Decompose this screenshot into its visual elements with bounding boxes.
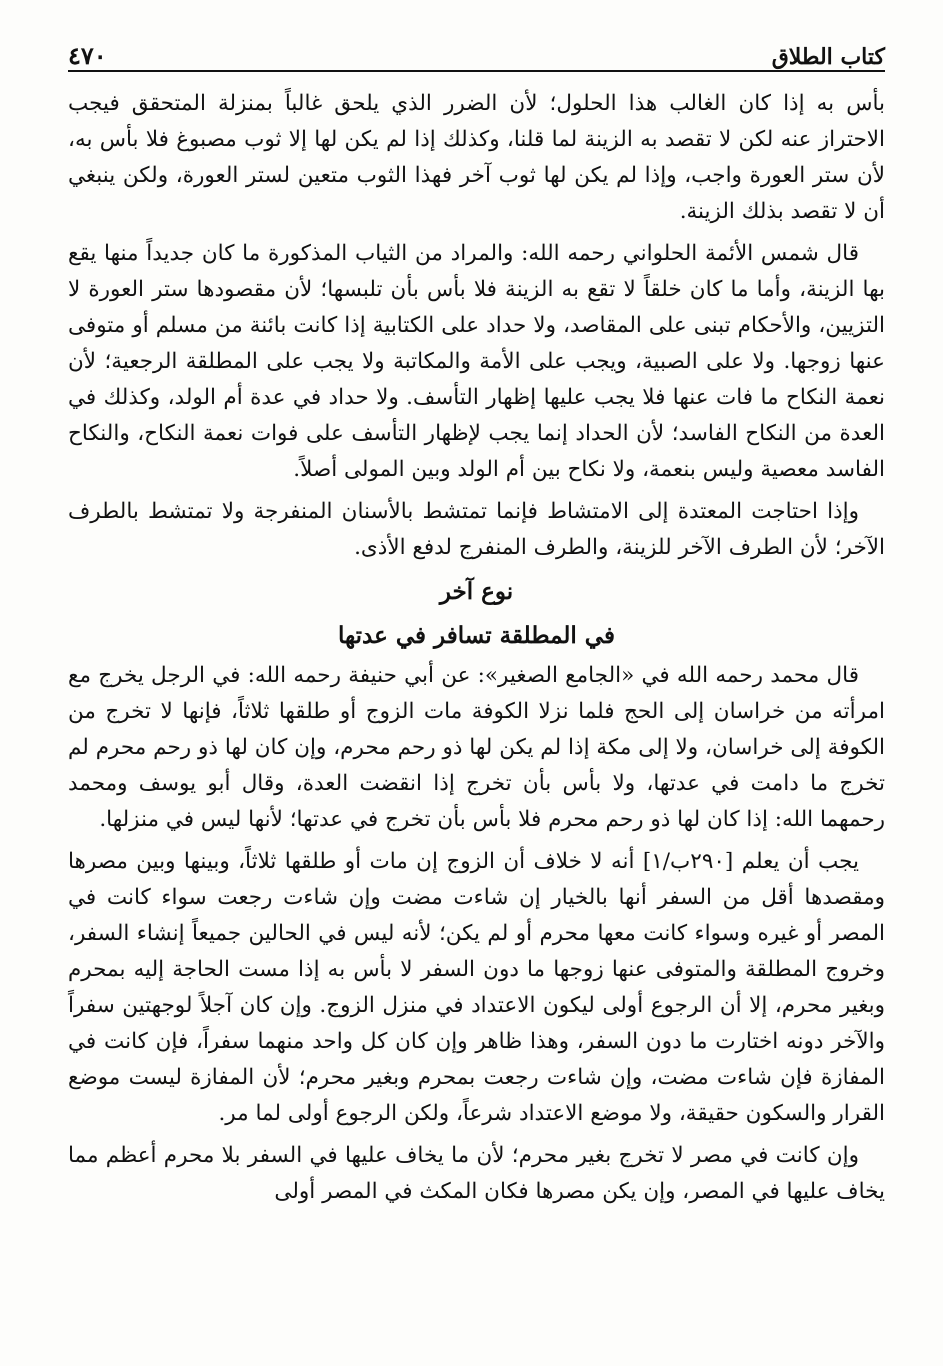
section-subtitle: في المطلقة تسافر في عدتها xyxy=(338,622,615,649)
page-header xyxy=(68,22,885,72)
paragraph: يجب أن يعلم [٢٩٠ب/١] أنه لا خلاف أن الزوج إن مات أو طلقها ثلاثاً، وبينها وبين مصرها ومقصدها أقل من السفر أنها بالخيار إن شاءت مضت وإن شاءت رجعت سواء كانت في المصر أو غيره وسواء كانت معها محرم أو لم يكن؛ لأنه ليس في الحالين جميعاً إنشاء السفر، وخروج المطلقة والمتوفى عنها زوجها ما دون السفر لا بأس به إذا مست الحاجة إليه بمحرم وبغير محرم، إلا أن الرجوع أولى ليكون الاعتداد في منزل الزوج. وإن كان آجلاً لوجهتين سفراً والآخر دونه اختارت ما دون السفر، وهذا ظاهر وإن كان كل واحد منهما سفراً، فإن كانت في المفازة فإن شاءت مضت، وإن شاءت رجعت بمحرم وبغير محرم؛ لأن المفازة ليست موضع القرار والسكون حقيقة، ولا موضع الاعتداد شرعاً، ولكن الرجوع أولى لما مر. xyxy=(68,849,885,1126)
running-title: كتاب الطلاق xyxy=(771,44,885,70)
paragraph: وإذا احتاجت المعتدة إلى الامتشاط فإنما تمتشط بالأسنان المنفرجة ولا تمتشط بالطرف الآخر؛ لأن الطرف الآخر للزينة، والطرف المنفرج لدفع الأذى. xyxy=(68,499,885,560)
section-title: نوع آخر xyxy=(439,578,514,605)
paragraph: قال محمد رحمه الله في «الجامع الصغير»: عن أبي حنيفة رحمه الله: في الرجل يخرج مع امرأته من خراسان إلى الحج فلما نزلا الكوفة مات الزوج أو طلقها ثلاثاً، فإنها لا تخرج من الكوفة إلى خراسان، ولا إلى مكة إذا لم يكن لها ذو رحم محرم، وإن كان لها ذو رحم محرم لم تخرج ما دامت في عدتها، ولا بأس بأن تخرج إذا انقضت العدة، وقال أبو يوسف ومحمد رحمهما الله: إذا كان لها ذو رحم محرم فلا بأس بأن تخرج في عدتها؛ لأنها ليس في منزلها. xyxy=(68,663,885,832)
paragraph: قال شمس الأئمة الحلواني رحمه الله: والمراد من الثياب المذكورة ما كان جديداً منها يقع بها الزينة، وأما ما كان خلقاً لا تقع به الزينة فلا بأس بأن تلبسها؛ لأن مقصودها ستر العورة لا التزيين، والأحكام تبنى على المقاصد، ولا حداد على الكتابية إذا كانت بائنة من مسلم أو متوفى عنها زوجها. ولا على الصبية، ويجب على الأمة والمكاتبة ولا يجب على المطلقة الرجعية؛ لأن نعمة النكاح ما فات عنها فلا يجب عليها إظهار التأسف. ولا حداد في عدة أم الولد، وكذلك في العدة من النكاح الفاسد؛ لأن الحداد إنما يجب لإظهار التأسف على فوات نعمة النكاح، والنكاح الفاسد معصية وليس بنعمة، ولا نكاح بين أم الولد وبين المولى أصلاً. xyxy=(68,241,885,482)
page-body xyxy=(68,86,885,1210)
page-number: ٤٧٠ xyxy=(68,41,107,70)
paragraph: بأس به إذا كان الغالب هذا الحلول؛ لأن الضرر الذي يلحق غالباً بمنزلة المتحقق فيجب الاحتراز عنه لكن لا تقصد به الزينة لما قلنا، وكذلك إذا لم يكن لها إلا ثوب مصبوغ فلا بأس به، لأن ستر العورة واجب، وإذا لم يكن لها ثوب آخر فهذا الثوب متعين لستر العورة، ولكن ينبغي أن لا تقصد بذلك الزينة. xyxy=(68,91,885,224)
paragraph: وإن كانت في مصر لا تخرج بغير محرم؛ لأن ما يخاف عليها في السفر بلا محرم أعظم مما يخاف عليها في المصر، وإن يكن مصرها فكان المكث في المصر أولى xyxy=(68,1143,885,1204)
